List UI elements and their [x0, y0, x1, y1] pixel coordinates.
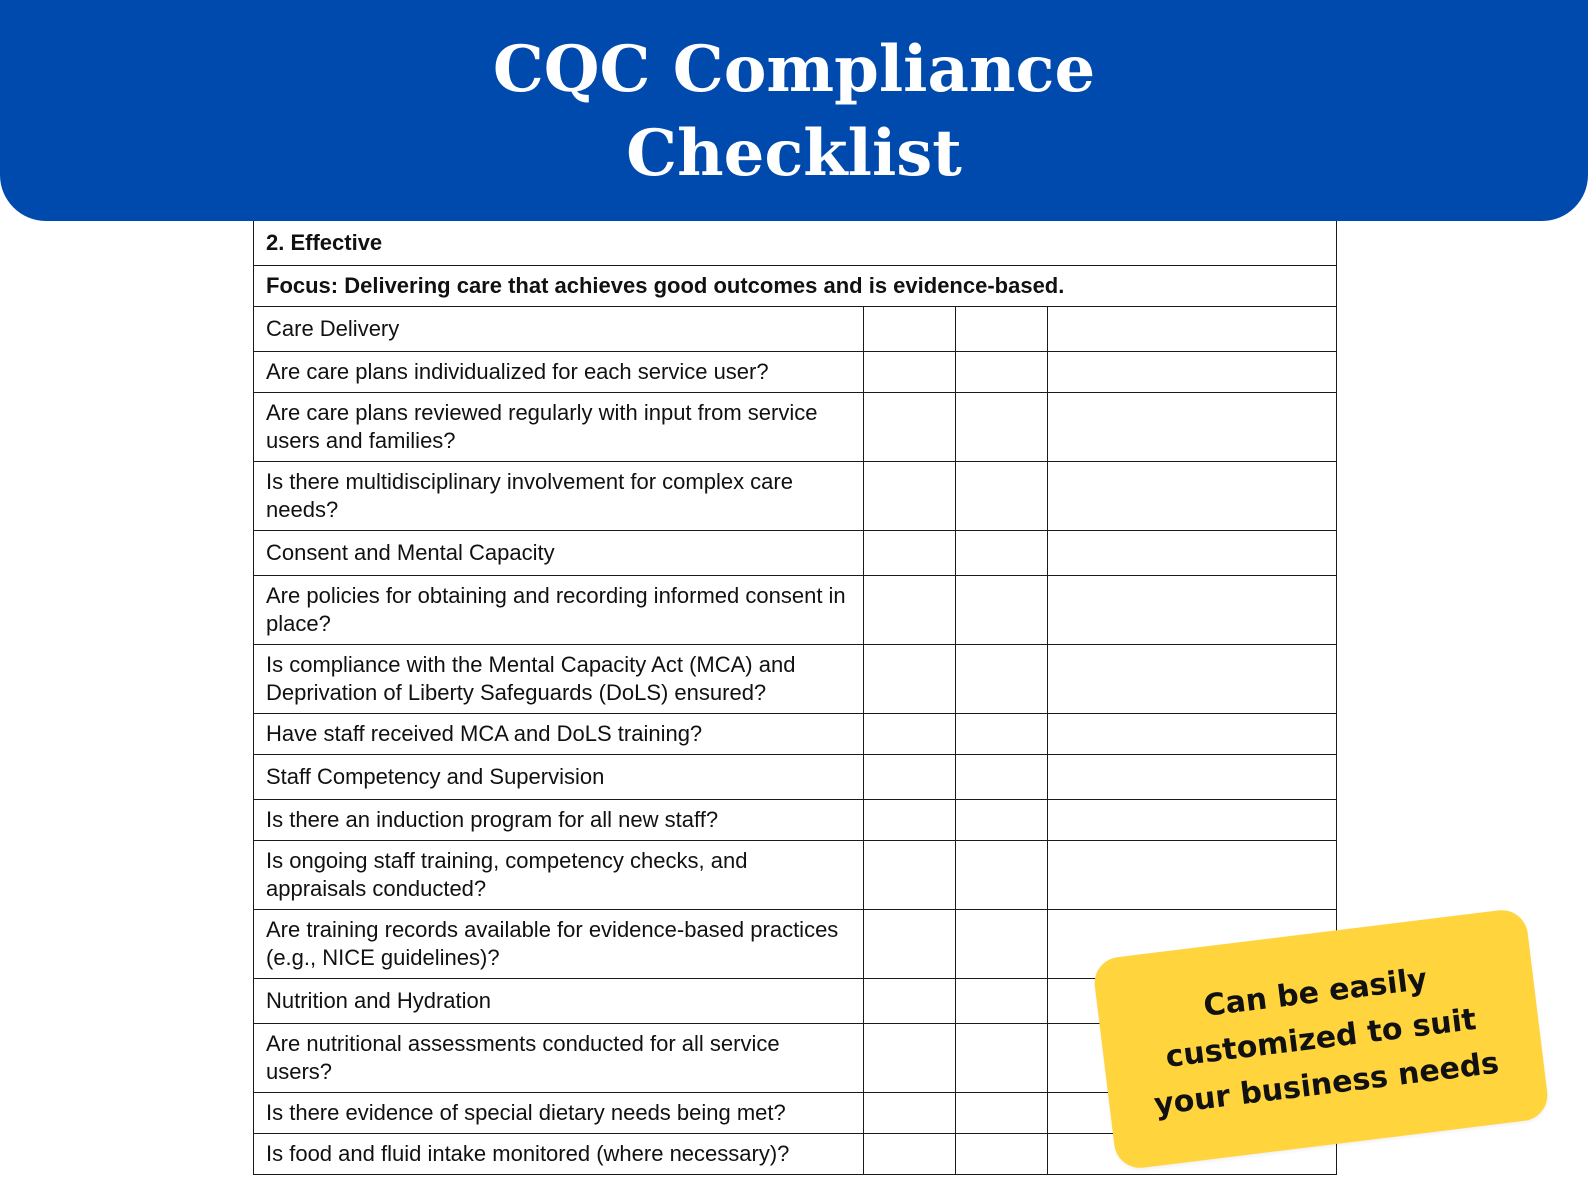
question-text: Are care plans individualized for each service user?	[254, 352, 864, 393]
question-text: Are training records available for evidence-based practices (e.g., NICE guidelines)?	[254, 910, 864, 979]
subheading-staff-competency: Staff Competency and Supervision	[254, 755, 864, 800]
check-cell[interactable]	[864, 979, 956, 1024]
notes-cell[interactable]	[1048, 307, 1337, 352]
section-title: 2. Effective	[254, 221, 1337, 266]
table-row	[254, 714, 1337, 755]
check-cell[interactable]	[956, 841, 1048, 910]
check-cell[interactable]	[864, 1134, 956, 1175]
check-cell[interactable]	[864, 531, 956, 576]
question-text: Have staff received MCA and DoLS training?	[254, 714, 864, 755]
check-cell[interactable]	[956, 1134, 1048, 1175]
notes-cell[interactable]	[1048, 531, 1337, 576]
check-cell[interactable]	[956, 910, 1048, 979]
subheading-nutrition: Nutrition and Hydration	[254, 979, 864, 1024]
check-cell[interactable]	[864, 714, 956, 755]
check-cell[interactable]	[864, 800, 956, 841]
question-text: Is ongoing staff training, competency checks, and appraisals conducted?	[254, 841, 864, 910]
table-row	[254, 352, 1337, 393]
question-text: Are care plans reviewed regularly with input from service users and families?	[254, 393, 864, 462]
check-cell[interactable]	[864, 462, 956, 531]
section-title-row	[254, 221, 1337, 266]
notes-cell[interactable]	[1048, 755, 1337, 800]
check-cell[interactable]	[956, 800, 1048, 841]
check-cell[interactable]	[956, 576, 1048, 645]
table-row	[254, 393, 1337, 462]
sticky-note-text: Can be easily customized to suit your business needs	[1152, 961, 1501, 1123]
check-cell[interactable]	[864, 645, 956, 714]
question-text: Is there evidence of special dietary needs being met?	[254, 1093, 864, 1134]
table-row	[254, 462, 1337, 531]
notes-cell[interactable]	[1048, 645, 1337, 714]
notes-cell[interactable]	[1048, 576, 1337, 645]
question-text: Is there an induction program for all new staff?	[254, 800, 864, 841]
notes-cell[interactable]	[1048, 800, 1337, 841]
check-cell[interactable]	[956, 531, 1048, 576]
check-cell[interactable]	[864, 576, 956, 645]
check-cell[interactable]	[956, 645, 1048, 714]
notes-cell[interactable]	[1048, 352, 1337, 393]
check-cell[interactable]	[956, 1093, 1048, 1134]
question-text: Are policies for obtaining and recording informed consent in place?	[254, 576, 864, 645]
title-banner	[0, 0, 1588, 221]
question-text: Are nutritional assessments conducted for all service users?	[254, 1024, 864, 1093]
question-text: Is food and fluid intake monitored (where necessary)?	[254, 1134, 864, 1175]
notes-cell[interactable]	[1048, 841, 1337, 910]
check-cell[interactable]	[864, 352, 956, 393]
subheading-care-delivery: Care Delivery	[254, 307, 864, 352]
banner-title-line-2: Checklist	[626, 116, 962, 191]
notes-cell[interactable]	[1048, 462, 1337, 531]
notes-cell[interactable]	[1048, 714, 1337, 755]
banner-title	[0, 28, 1588, 196]
check-cell[interactable]	[956, 352, 1048, 393]
subheading-consent: Consent and Mental Capacity	[254, 531, 864, 576]
check-cell[interactable]	[956, 307, 1048, 352]
question-text: Is there multidisciplinary involvement for complex care needs?	[254, 462, 864, 531]
question-text: Is compliance with the Mental Capacity Act (MCA) and Deprivation of Liberty Safeguards (DoLS) ensured?	[254, 645, 864, 714]
subheading-row	[254, 531, 1337, 576]
banner-title-line-1: CQC Compliance	[492, 32, 1096, 107]
table-row	[254, 841, 1337, 910]
subheading-row	[254, 307, 1337, 352]
focus-row	[254, 266, 1337, 307]
check-cell[interactable]	[864, 307, 956, 352]
check-cell[interactable]	[864, 1093, 956, 1134]
check-cell[interactable]	[956, 1024, 1048, 1093]
focus-text: Focus: Delivering care that achieves good outcomes and is evidence-based.	[254, 266, 1337, 307]
check-cell[interactable]	[956, 979, 1048, 1024]
table-row	[254, 800, 1337, 841]
check-cell[interactable]	[864, 393, 956, 462]
subheading-row	[254, 755, 1337, 800]
check-cell[interactable]	[864, 1024, 956, 1093]
check-cell[interactable]	[956, 714, 1048, 755]
check-cell[interactable]	[956, 393, 1048, 462]
check-cell[interactable]	[864, 910, 956, 979]
table-row	[254, 576, 1337, 645]
check-cell[interactable]	[956, 755, 1048, 800]
notes-cell[interactable]	[1048, 393, 1337, 462]
check-cell[interactable]	[956, 462, 1048, 531]
check-cell[interactable]	[864, 841, 956, 910]
check-cell[interactable]	[864, 755, 956, 800]
table-row	[254, 645, 1337, 714]
